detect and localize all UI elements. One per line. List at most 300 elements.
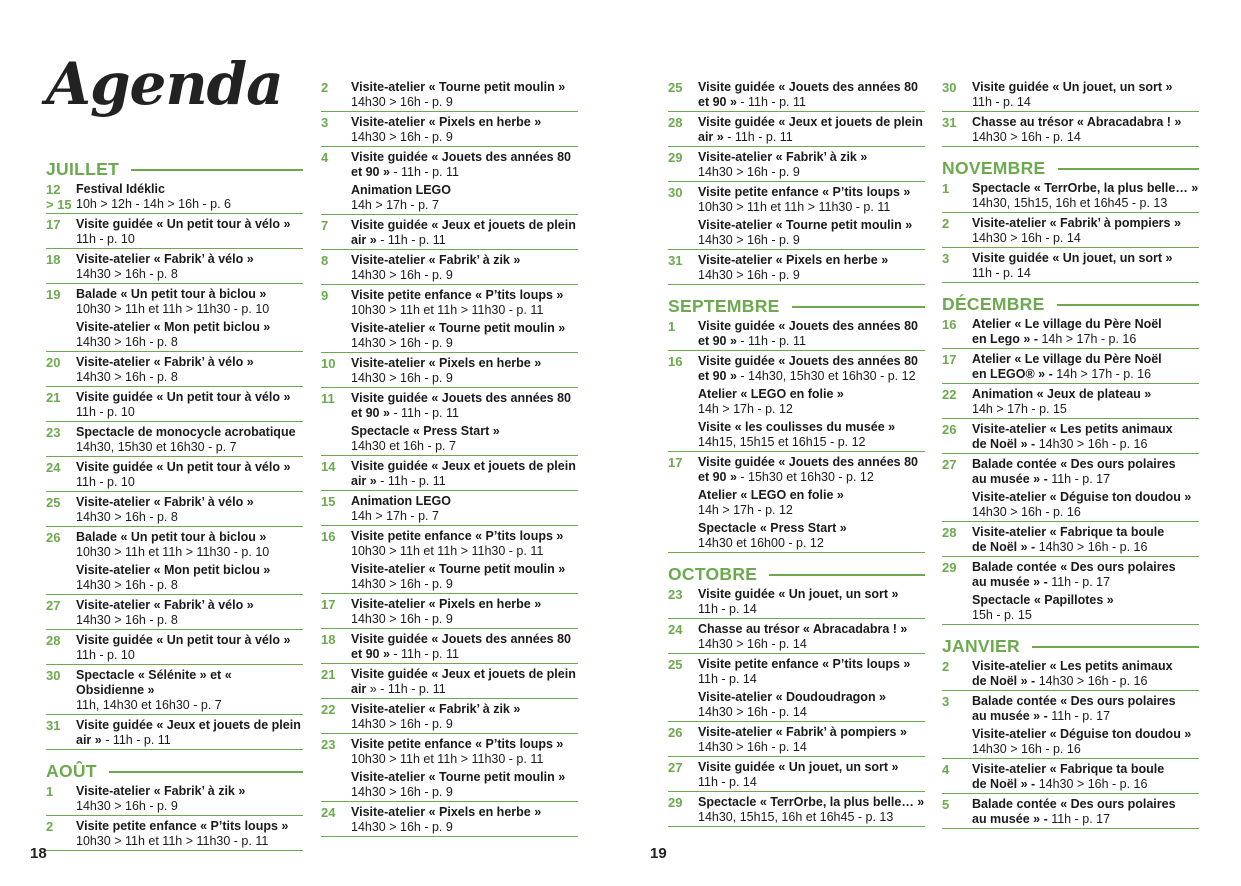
entry-body bbox=[351, 667, 578, 697]
entry-day: 28 bbox=[668, 115, 683, 130]
entry-title: Visite-atelier « Pixels en herbe » bbox=[351, 597, 542, 611]
entry-title: Visite petite enfance « P’tits loups » bbox=[698, 657, 911, 671]
agenda-entry bbox=[46, 718, 303, 750]
month-label: JUILLET bbox=[46, 158, 120, 179]
entry-day bbox=[668, 420, 698, 450]
entry-body bbox=[698, 80, 925, 110]
entry-schedule: 10h > 12h - 14h > 16h - p. 6 bbox=[76, 197, 231, 211]
agenda-entry bbox=[321, 770, 578, 802]
agenda-entry bbox=[668, 725, 925, 757]
agenda-entry bbox=[46, 819, 303, 851]
entry-day: 4 bbox=[942, 762, 950, 777]
entry-title: Visite guidée « Jouets des années 80 bbox=[351, 391, 572, 405]
entry-title: Visite guidée « Un jouet, un sort » bbox=[698, 760, 899, 774]
entry-details bbox=[351, 544, 578, 559]
entry-body bbox=[972, 797, 1199, 827]
entry-title: Visite-atelier « Fabrique ta boule bbox=[972, 525, 1165, 539]
month-divider bbox=[792, 306, 925, 308]
entry-details bbox=[972, 402, 1199, 417]
entry-body bbox=[76, 530, 303, 560]
entry-schedule: 10h30 > 11h et 11h > 11h30 - p. 11 bbox=[351, 752, 544, 766]
agenda-entry bbox=[668, 690, 925, 722]
entry-body bbox=[351, 321, 578, 351]
entry-day: 24 bbox=[668, 622, 683, 637]
entry-title: Spectacle « Press Start » bbox=[698, 521, 847, 535]
entry-details bbox=[351, 371, 578, 386]
entry-title-continued: de Noël » - bbox=[972, 540, 1036, 554]
entry-day: 7 bbox=[321, 218, 329, 233]
entry-schedule: - 11h - p. 11 bbox=[736, 334, 806, 348]
entry-schedule: 11h - p. 10 bbox=[76, 405, 135, 419]
agenda-entry bbox=[321, 253, 578, 285]
entry-schedule: 10h30 > 11h et 11h > 11h30 - p. 11 bbox=[698, 200, 891, 214]
entry-details bbox=[972, 332, 1199, 347]
agenda-entry bbox=[321, 424, 578, 456]
agenda-entry bbox=[668, 795, 925, 827]
agenda-entry bbox=[321, 321, 578, 353]
entry-body bbox=[351, 288, 578, 318]
entry-title: Spectacle « Papillotes » bbox=[972, 593, 1114, 607]
agenda-entry bbox=[46, 530, 303, 561]
entry-day: 31 bbox=[668, 253, 683, 268]
entry-day: 26 bbox=[942, 422, 957, 437]
entry-schedule: 10h30 > 11h et 11h > 11h30 - p. 11 bbox=[351, 303, 544, 317]
entry-title: Visite-atelier « Fabrik’ à zik » bbox=[76, 784, 246, 798]
agenda-entry bbox=[942, 251, 1199, 283]
entry-details bbox=[76, 232, 303, 247]
entry-details bbox=[698, 536, 925, 551]
entry-details bbox=[698, 705, 925, 720]
agenda-entry bbox=[942, 115, 1199, 147]
entry-title: Visite-atelier « Fabrik’ à vélo » bbox=[76, 355, 254, 369]
entry-day: 1 bbox=[668, 319, 676, 334]
entry-body bbox=[351, 632, 578, 662]
entry-body bbox=[698, 253, 925, 283]
entry-body bbox=[351, 80, 578, 110]
agenda-entry bbox=[942, 422, 1199, 454]
entry-day bbox=[668, 387, 698, 417]
month-header bbox=[668, 295, 925, 317]
entry-title: Visite-atelier « Tourne petit moulin » bbox=[351, 80, 566, 94]
entry-day: 22 bbox=[942, 387, 957, 402]
entry-day: 11 bbox=[321, 391, 335, 406]
entry-day: 3 bbox=[321, 115, 329, 130]
entry-details bbox=[972, 608, 1199, 623]
entry-body bbox=[972, 317, 1199, 347]
entry-details bbox=[698, 402, 925, 417]
entry-schedule: 14h30 et 16h00 - p. 12 bbox=[698, 536, 824, 550]
entry-body bbox=[76, 287, 303, 317]
entry-details bbox=[351, 406, 578, 421]
entry-schedule: 10h30 > 11h et 11h > 11h30 - p. 11 bbox=[76, 834, 269, 848]
entry-title-continued: et 90 » bbox=[698, 470, 737, 484]
entry-body bbox=[76, 182, 303, 212]
entry-schedule: 10h30 > 11h et 11h > 11h30 - p. 10 bbox=[76, 302, 270, 316]
entry-details bbox=[351, 577, 578, 592]
entry-details bbox=[351, 752, 578, 767]
entry-details bbox=[351, 439, 578, 454]
entry-body bbox=[698, 455, 925, 485]
entry-day: 16 bbox=[942, 317, 957, 332]
entry-schedule: 14h30 > 16h - p. 9 bbox=[351, 717, 453, 731]
entry-schedule: 14h30 > 16h - p. 9 bbox=[351, 577, 453, 591]
entry-title: Visite petite enfance « P’tits loups » bbox=[351, 529, 564, 543]
entry-details bbox=[76, 197, 303, 212]
entry-body bbox=[351, 115, 578, 145]
entry-details bbox=[351, 647, 578, 662]
entry-schedule: 14h30 > 16h - p. 16 bbox=[1035, 777, 1148, 791]
entry-title-continued: et 90 » bbox=[698, 369, 737, 383]
entry-details bbox=[76, 698, 303, 713]
month-divider bbox=[131, 169, 303, 171]
entry-title: Visite guidée « Jouets des années 80 bbox=[351, 632, 572, 646]
entry-schedule: 14h30, 15h30 et 16h30 - p. 7 bbox=[76, 440, 237, 454]
month-label: NOVEMBRE bbox=[942, 157, 1046, 178]
entry-schedule: 11h - p. 10 bbox=[76, 232, 135, 246]
entry-details bbox=[972, 231, 1199, 246]
entry-schedule: 14h30 > 16h - p. 14 bbox=[972, 130, 1081, 144]
entry-title: Visite guidée « Un petit tour à vélo » bbox=[76, 390, 291, 404]
month-label: SEPTEMBRE bbox=[668, 295, 780, 316]
agenda-entry bbox=[46, 563, 303, 595]
entry-details bbox=[76, 475, 303, 490]
entry-body bbox=[76, 425, 303, 455]
entry-title-continued: au musée » - bbox=[972, 575, 1048, 589]
entry-title: Visite-atelier « Tourne petit moulin » bbox=[351, 770, 566, 784]
entry-day bbox=[942, 727, 972, 757]
entry-title: Visite-atelier « Fabrique ta boule bbox=[972, 762, 1165, 776]
entry-title-continued: et 90 » bbox=[698, 334, 737, 348]
agenda-entry bbox=[942, 727, 1199, 759]
agenda-entry bbox=[942, 317, 1199, 349]
entry-title: Visite-atelier « Pixels en herbe » bbox=[698, 253, 889, 267]
month-divider bbox=[1057, 304, 1199, 306]
entry-title-continued: au musée » - bbox=[972, 472, 1048, 486]
month-label: OCTOBRE bbox=[668, 563, 758, 584]
entry-details bbox=[351, 95, 578, 110]
entry-body bbox=[76, 355, 303, 385]
entry-day: 17 bbox=[321, 597, 336, 612]
entry-schedule: 14h30 > 16h - p. 14 bbox=[698, 705, 807, 719]
entry-day: 1 bbox=[46, 784, 54, 799]
entry-body bbox=[76, 819, 303, 849]
month-header bbox=[46, 158, 303, 180]
entry-schedule: 14h30 > 16h - p. 16 bbox=[1035, 437, 1148, 451]
entry-body bbox=[972, 694, 1199, 724]
entry-body bbox=[76, 563, 303, 593]
entry-title: Visite guidée « Jeux et jouets de plein bbox=[351, 218, 576, 232]
entry-details bbox=[972, 777, 1199, 792]
entry-title: Visite-atelier « Fabrik’ à vélo » bbox=[76, 495, 254, 509]
entry-body bbox=[972, 115, 1199, 145]
agenda-entry bbox=[668, 521, 925, 553]
entry-details bbox=[972, 812, 1199, 827]
entry-schedule: 11h - p. 17 bbox=[1047, 472, 1111, 486]
entry-title-continued: et 90 » bbox=[351, 165, 390, 179]
entry-schedule: 14h30 > 16h - p. 16 bbox=[1035, 540, 1148, 554]
month-divider bbox=[109, 771, 303, 773]
entry-body bbox=[698, 521, 925, 551]
entry-details bbox=[351, 233, 578, 248]
agenda-entry bbox=[668, 80, 925, 112]
entry-schedule: 14h30 > 16h - p. 14 bbox=[972, 231, 1081, 245]
entry-title: Visite-atelier « Mon petit biclou » bbox=[76, 320, 271, 334]
entry-body bbox=[972, 560, 1199, 590]
entry-title-continued: air » bbox=[351, 474, 377, 488]
entry-details bbox=[972, 367, 1199, 382]
entry-body bbox=[351, 356, 578, 386]
entry-details bbox=[698, 334, 925, 349]
entry-day: 18 bbox=[321, 632, 336, 647]
month-label: DÉCEMBRE bbox=[942, 293, 1045, 314]
entry-schedule: 14h30 > 16h - p. 9 bbox=[76, 799, 178, 813]
entry-body bbox=[351, 253, 578, 283]
agenda-entry bbox=[668, 387, 925, 418]
entry-schedule: - 11h - p. 11 bbox=[389, 165, 459, 179]
entry-title: Balade « Un petit tour à biclou » bbox=[76, 287, 267, 301]
entry-body bbox=[351, 562, 578, 592]
entry-title: Visite guidée « Un jouet, un sort » bbox=[972, 251, 1173, 265]
entry-title-continued: en LEGO® » - bbox=[972, 367, 1053, 381]
month-header bbox=[46, 760, 303, 782]
entry-details bbox=[972, 472, 1199, 487]
agenda-column-3 bbox=[668, 80, 925, 830]
entry-title: Visite-atelier « Pixels en herbe » bbox=[351, 356, 542, 370]
entry-body bbox=[698, 725, 925, 755]
entry-day: 24 bbox=[46, 460, 61, 475]
entry-body bbox=[698, 587, 925, 617]
entry-title: Visite-atelier « Fabrik’ à zik » bbox=[698, 150, 868, 164]
agenda-entry bbox=[668, 760, 925, 792]
entry-title: Visite petite enfance « P’tits loups » bbox=[351, 288, 564, 302]
entry-details bbox=[351, 785, 578, 800]
entry-day bbox=[668, 488, 698, 518]
entry-schedule: 14h30 > 16h - p. 14 bbox=[698, 637, 807, 651]
agenda-entry bbox=[46, 390, 303, 422]
agenda-entry bbox=[321, 150, 578, 181]
entry-schedule: 11h - p. 10 bbox=[76, 648, 135, 662]
entry-details bbox=[76, 267, 303, 282]
month-divider bbox=[1058, 168, 1199, 170]
entry-details bbox=[972, 95, 1199, 110]
entry-day bbox=[321, 424, 351, 454]
entry-details bbox=[76, 799, 303, 814]
entry-day: 25 bbox=[668, 657, 683, 672]
entry-schedule: - 11h - p. 11 bbox=[389, 647, 459, 661]
entry-day: 19 bbox=[46, 287, 61, 302]
entry-body bbox=[351, 218, 578, 248]
entry-day: 8 bbox=[321, 253, 329, 268]
entry-schedule: 14h30 > 16h - p. 16 bbox=[1035, 674, 1148, 688]
entry-details bbox=[76, 405, 303, 420]
agenda-entry bbox=[942, 387, 1199, 419]
entry-day: 27 bbox=[942, 457, 957, 472]
entry-day bbox=[321, 770, 351, 800]
entry-schedule: 14h > 17h - p. 12 bbox=[698, 402, 793, 416]
entry-body bbox=[972, 251, 1199, 281]
entry-title: Visite-atelier « Déguise ton doudou » bbox=[972, 490, 1192, 504]
entry-schedule: 11h - p. 14 bbox=[972, 95, 1031, 109]
entry-schedule: 11h - p. 14 bbox=[698, 775, 757, 789]
entry-body bbox=[972, 216, 1199, 246]
entry-schedule: 14h > 17h - p. 7 bbox=[351, 509, 439, 523]
entry-schedule: 14h > 17h - p. 16 bbox=[1037, 332, 1137, 346]
agenda-entry bbox=[46, 598, 303, 630]
entry-details bbox=[76, 545, 303, 560]
entry-details bbox=[76, 613, 303, 628]
entry-day: 18 bbox=[46, 252, 61, 267]
entry-details bbox=[698, 435, 925, 450]
entry-body bbox=[972, 181, 1199, 211]
entry-schedule: 14h30 > 16h - p. 8 bbox=[76, 267, 178, 281]
entry-day: 23 bbox=[321, 737, 336, 752]
entry-schedule: » - 11h - p. 11 bbox=[366, 682, 446, 696]
entry-title: Balade contée « Des ours polaires bbox=[972, 560, 1176, 574]
entry-title: Visite-atelier « Fabrik’ à zik » bbox=[351, 702, 521, 716]
agenda-entry bbox=[668, 420, 925, 452]
entry-body bbox=[698, 319, 925, 349]
month-label: AOÛT bbox=[46, 760, 97, 781]
agenda-entry bbox=[321, 702, 578, 734]
agenda-entry bbox=[668, 455, 925, 486]
entry-title: Visite-atelier « Tourne petit moulin » bbox=[698, 218, 913, 232]
entry-schedule: 14h30 > 16h - p. 9 bbox=[351, 336, 453, 350]
entry-body bbox=[972, 352, 1199, 382]
agenda-entry bbox=[942, 80, 1199, 112]
entry-title: Visite-atelier « Les petits animaux bbox=[972, 422, 1173, 436]
agenda-entry bbox=[321, 183, 578, 215]
entry-body bbox=[76, 390, 303, 420]
entry-day: 20 bbox=[46, 355, 61, 370]
entry-day: 24 bbox=[321, 805, 336, 820]
entry-title: Spectacle « TerrOrbe, la plus belle… » bbox=[698, 795, 925, 809]
entry-day: 10 bbox=[321, 356, 336, 371]
agenda-entry bbox=[321, 288, 578, 319]
entry-details bbox=[698, 165, 925, 180]
entry-title-continued: et 90 » bbox=[351, 647, 390, 661]
entry-details bbox=[972, 709, 1199, 724]
agenda-entry bbox=[46, 784, 303, 816]
entry-title-continued: de Noël » - bbox=[972, 437, 1036, 451]
entry-schedule: - 11h - p. 11 bbox=[101, 733, 171, 747]
agenda-entry bbox=[668, 587, 925, 619]
entry-title: Chasse au trésor « Abracadabra ! » bbox=[698, 622, 908, 636]
entry-body bbox=[972, 80, 1199, 110]
entry-schedule: 14h30 > 16h - p. 9 bbox=[351, 268, 453, 282]
entry-body bbox=[698, 115, 925, 145]
entry-title: Visite guidée « Un petit tour à vélo » bbox=[76, 460, 291, 474]
agenda-column-4 bbox=[942, 80, 1199, 832]
entry-day: 30 bbox=[46, 668, 61, 683]
agenda-entry bbox=[321, 494, 578, 526]
entry-body bbox=[972, 762, 1199, 792]
agenda-entry bbox=[668, 657, 925, 688]
entry-day: 29 bbox=[942, 560, 957, 575]
entry-details bbox=[698, 637, 925, 652]
entry-details bbox=[76, 370, 303, 385]
entry-title: Visite-atelier « Fabrik’ à vélo » bbox=[76, 252, 254, 266]
entry-title-continued: au musée » - bbox=[972, 709, 1048, 723]
entry-schedule: - 11h - p. 11 bbox=[389, 406, 459, 420]
entry-schedule: 10h30 > 11h et 11h > 11h30 - p. 11 bbox=[351, 544, 544, 558]
entry-details bbox=[698, 672, 925, 687]
agenda-entry bbox=[321, 459, 578, 491]
entry-schedule: 14h30 > 16h - p. 9 bbox=[351, 95, 453, 109]
agenda-entry bbox=[942, 490, 1199, 522]
entry-day: 22 bbox=[321, 702, 336, 717]
entry-title-continued: de Noël » - bbox=[972, 777, 1036, 791]
entry-details bbox=[698, 369, 925, 384]
entry-title: Visite-atelier « Tourne petit moulin » bbox=[351, 321, 566, 335]
entry-schedule: 14h30 > 16h - p. 9 bbox=[351, 371, 453, 385]
agenda-entry bbox=[668, 488, 925, 519]
entry-day: 16 bbox=[668, 354, 683, 369]
entry-day: 2 bbox=[46, 819, 54, 834]
entry-title: Visite-atelier « Fabrik’ à pompiers » bbox=[698, 725, 907, 739]
entry-schedule: 11h - p. 17 bbox=[1047, 709, 1111, 723]
entry-details bbox=[972, 674, 1199, 689]
entry-body bbox=[698, 387, 925, 417]
agenda-entry bbox=[321, 667, 578, 699]
agenda-entry bbox=[321, 597, 578, 629]
agenda-entry bbox=[942, 216, 1199, 248]
entry-body bbox=[972, 659, 1199, 689]
entry-details bbox=[698, 200, 925, 215]
entry-title: Visite-atelier « Fabrik’ à pompiers » bbox=[972, 216, 1181, 230]
entry-day bbox=[46, 563, 76, 593]
entry-title: Spectacle « TerrOrbe, la plus belle… » bbox=[972, 181, 1199, 195]
entry-title: Visite guidée « Jouets des années 80 bbox=[698, 80, 919, 94]
entry-schedule: 11h - p. 14 bbox=[698, 602, 757, 616]
agenda-entry bbox=[46, 633, 303, 665]
entry-day: 29 bbox=[668, 150, 683, 165]
agenda-entry bbox=[942, 694, 1199, 725]
entry-title: Balade contée « Des ours polaires bbox=[972, 797, 1176, 811]
agenda-entry bbox=[668, 253, 925, 285]
entry-schedule: 14h30 > 16h - p. 14 bbox=[698, 740, 807, 754]
entry-title: Animation LEGO bbox=[351, 183, 451, 197]
entry-details bbox=[351, 303, 578, 318]
entry-details bbox=[351, 682, 578, 697]
entry-title: Animation « Jeux de plateau » bbox=[972, 387, 1152, 401]
entry-day: 21 bbox=[321, 667, 336, 682]
entry-details bbox=[351, 474, 578, 489]
entry-day: 12 > 15 bbox=[46, 182, 72, 212]
entry-title: Visite petite enfance « P’tits loups » bbox=[76, 819, 289, 833]
entry-day: 27 bbox=[46, 598, 61, 613]
entry-title: Spectacle « Sélénite » et « Obsidienne » bbox=[76, 668, 232, 697]
entry-details bbox=[351, 336, 578, 351]
entry-schedule: 14h30 > 16h - p. 16 bbox=[972, 505, 1081, 519]
entry-title: Visite-atelier « Tourne petit moulin » bbox=[351, 562, 566, 576]
entry-body bbox=[972, 422, 1199, 452]
entry-schedule: 14h30 > 16h - p. 8 bbox=[76, 613, 178, 627]
entry-title: Visite « les coulisses du musée » bbox=[698, 420, 896, 434]
entry-details bbox=[972, 575, 1199, 590]
entry-title: Visite-atelier « Pixels en herbe » bbox=[351, 115, 542, 129]
agenda-entry bbox=[46, 668, 303, 715]
page-number-left: 18 bbox=[30, 845, 47, 862]
entry-details bbox=[351, 130, 578, 145]
entry-title: Atelier « Le village du Père Noël bbox=[972, 317, 1162, 331]
entry-body bbox=[972, 387, 1199, 417]
entry-day: 2 bbox=[321, 80, 329, 95]
entry-day bbox=[321, 321, 351, 351]
entry-body bbox=[76, 495, 303, 525]
month-divider bbox=[769, 574, 925, 576]
entry-day: 2 bbox=[942, 216, 950, 231]
entry-day: 30 bbox=[668, 185, 683, 200]
